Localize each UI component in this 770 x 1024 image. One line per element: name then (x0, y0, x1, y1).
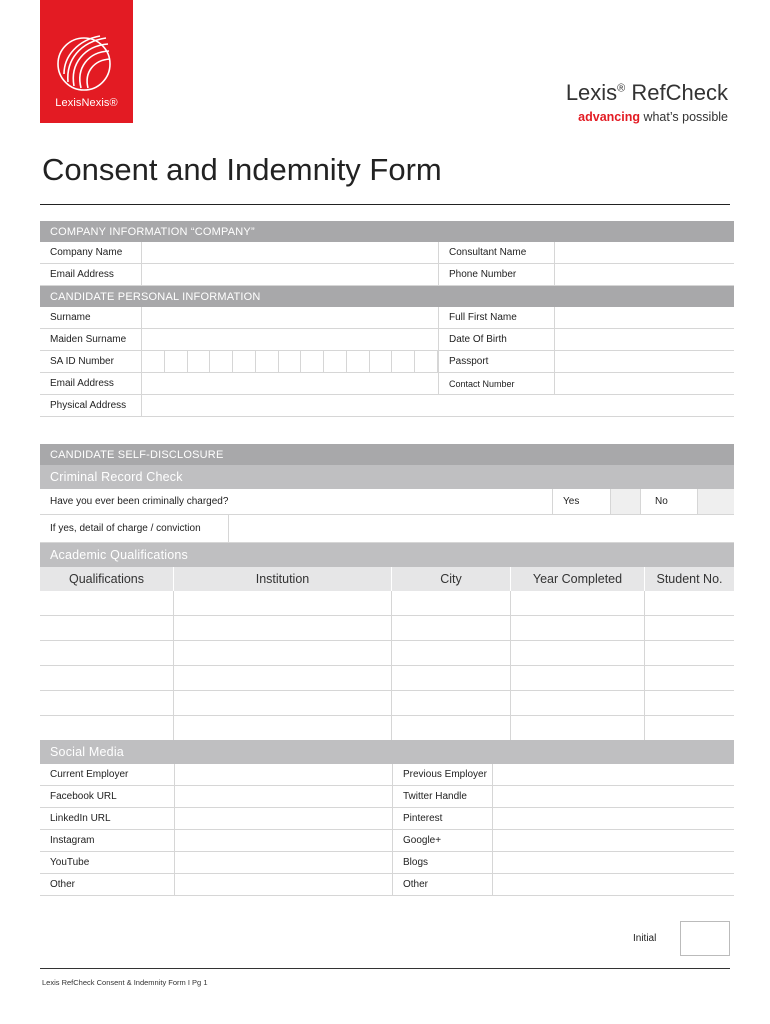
form-row (40, 515, 734, 543)
year-cell[interactable] (511, 666, 645, 690)
institution-cell[interactable] (174, 591, 392, 615)
other-left-label: Other (50, 879, 76, 890)
institution-cell[interactable] (174, 716, 392, 740)
student-no-cell[interactable] (645, 666, 734, 690)
previous-employer-label: Previous Employer (392, 764, 492, 785)
phone-number-field[interactable] (554, 264, 734, 285)
charge-detail-field[interactable] (228, 515, 734, 542)
lexis-refcheck-brand (566, 80, 728, 124)
first-name-label: Full First Name (438, 307, 554, 328)
twitter-handle-label: Twitter Handle (392, 786, 492, 807)
current-employer-label: Current Employer (50, 769, 129, 780)
student-no-cell[interactable] (645, 616, 734, 640)
other-left-field[interactable] (174, 874, 392, 895)
form-row (40, 808, 734, 830)
company-name-label: Company Name (50, 247, 123, 258)
city-cell[interactable] (392, 716, 511, 740)
date-of-birth-field[interactable] (554, 329, 734, 350)
facebook-url-label: Facebook URL (50, 791, 117, 802)
city-cell[interactable] (392, 616, 511, 640)
criminal-check-header: Criminal Record Check (40, 465, 734, 489)
student-no-cell[interactable] (645, 591, 734, 615)
previous-employer-field[interactable] (492, 764, 734, 785)
table-row (40, 616, 734, 641)
year-cell[interactable] (511, 641, 645, 665)
table-row (40, 591, 734, 616)
consultant-name-label: Consultant Name (438, 242, 554, 263)
id-digit-box[interactable] (279, 351, 302, 372)
form-row (40, 874, 734, 896)
physical-address-field[interactable] (141, 395, 734, 416)
brand-name: Lexis® RefCheck (565, 80, 728, 105)
institution-cell[interactable] (174, 616, 392, 640)
initial-field[interactable] (680, 921, 730, 956)
institution-cell[interactable] (174, 641, 392, 665)
passport-label: Passport (438, 351, 554, 372)
lexisnexis-logo (40, 0, 133, 123)
date-of-birth-label: Date Of Birth (438, 329, 554, 350)
academic-header: Academic Qualifications (40, 543, 734, 567)
table-row (40, 666, 734, 691)
id-digit-box[interactable] (210, 351, 233, 372)
city-cell[interactable] (392, 691, 511, 715)
qualification-cell[interactable] (40, 716, 174, 740)
id-digit-box[interactable] (415, 351, 438, 372)
qualification-cell[interactable] (40, 641, 174, 665)
id-digit-box[interactable] (392, 351, 415, 372)
initial-label: Initial (633, 933, 657, 944)
contact-number-field[interactable] (554, 373, 734, 394)
no-checkbox[interactable] (697, 489, 734, 514)
company-name-field[interactable] (141, 242, 438, 263)
col-student-no: Student No. (656, 572, 723, 586)
student-no-cell[interactable] (645, 691, 734, 715)
form-row (40, 489, 734, 515)
disclosure-section-header: CANDIDATE SELF-DISCLOSURE (40, 444, 734, 465)
current-employer-field[interactable] (174, 764, 392, 785)
other-right-label: Other (392, 874, 492, 895)
form-row (40, 852, 734, 874)
instagram-field[interactable] (174, 830, 392, 851)
criminal-question: Have you ever been criminally charged? (50, 496, 229, 507)
surname-field[interactable] (141, 307, 438, 328)
institution-cell[interactable] (174, 666, 392, 690)
maiden-surname-label: Maiden Surname (50, 334, 127, 345)
qualification-cell[interactable] (40, 616, 174, 640)
form-row (40, 764, 734, 786)
form-row (40, 351, 734, 373)
city-cell[interactable] (392, 666, 511, 690)
title-divider (40, 204, 730, 205)
consent-form (40, 221, 734, 896)
knowledge-burst-icon (54, 30, 118, 94)
facebook-url-field[interactable] (174, 786, 392, 807)
year-cell[interactable] (511, 691, 645, 715)
id-digit-box[interactable] (301, 351, 324, 372)
first-name-field[interactable] (554, 307, 734, 328)
form-row (40, 786, 734, 808)
id-digit-box[interactable] (188, 351, 211, 372)
linkedin-url-label: LinkedIn URL (50, 813, 111, 824)
city-cell[interactable] (392, 641, 511, 665)
other-right-field[interactable] (492, 874, 734, 895)
sa-id-field[interactable] (141, 351, 438, 372)
form-row (40, 329, 734, 351)
candidate-email-field[interactable] (141, 373, 438, 394)
charge-detail-label: If yes, detail of charge / conviction (50, 523, 201, 534)
youtube-field[interactable] (174, 852, 392, 873)
form-row (40, 395, 734, 417)
company-section-header: COMPANY INFORMATION “COMPANY” (40, 221, 734, 242)
col-city: City (392, 567, 511, 591)
col-qualifications: Qualifications (40, 567, 174, 591)
physical-address-label: Physical Address (50, 400, 127, 411)
sa-id-label: SA ID Number (50, 356, 114, 367)
no-label: No (640, 489, 697, 514)
qualification-cell[interactable] (40, 666, 174, 690)
id-digit-box[interactable] (256, 351, 279, 372)
form-row (40, 242, 734, 264)
year-cell[interactable] (511, 716, 645, 740)
student-no-cell[interactable] (645, 641, 734, 665)
youtube-label: YouTube (50, 857, 90, 868)
passport-field[interactable] (554, 351, 734, 372)
pinterest-field[interactable] (492, 808, 734, 829)
form-row (40, 830, 734, 852)
id-digit-box[interactable] (142, 351, 165, 372)
footer-divider (40, 968, 730, 969)
col-year-completed: Year Completed (511, 567, 645, 591)
consultant-name-field[interactable] (554, 242, 734, 263)
instagram-label: Instagram (50, 835, 95, 846)
qualification-cell[interactable] (40, 591, 174, 615)
table-row (40, 691, 734, 716)
yes-checkbox[interactable] (610, 489, 640, 514)
social-media-header: Social Media (40, 740, 734, 764)
maiden-surname-field[interactable] (141, 329, 438, 350)
twitter-handle-field[interactable] (492, 786, 734, 807)
surname-label: Surname (50, 312, 91, 323)
id-digit-box[interactable] (347, 351, 370, 372)
col-institution: Institution (174, 567, 392, 591)
student-no-cell[interactable] (645, 716, 734, 740)
brand-tagline: advancing what’s possible (578, 110, 728, 124)
page-footer: Lexis RefCheck Consent & Indemnity Form I Pg 1 (42, 978, 208, 987)
page-title: Consent and Indemnity Form (42, 152, 442, 187)
id-digit-box[interactable] (370, 351, 393, 372)
phone-number-label: Phone Number (438, 264, 554, 285)
form-row (40, 373, 734, 395)
form-row (40, 307, 734, 329)
linkedin-url-field[interactable] (174, 808, 392, 829)
company-email-field[interactable] (141, 264, 438, 285)
year-cell[interactable] (511, 591, 645, 615)
table-row (40, 716, 734, 740)
google-plus-field[interactable] (492, 830, 734, 851)
company-email-label: Email Address (50, 269, 114, 280)
city-cell[interactable] (392, 591, 511, 615)
id-digit-box[interactable] (165, 351, 188, 372)
pinterest-label: Pinterest (392, 808, 492, 829)
google-plus-label: Google+ (392, 830, 492, 851)
table-row (40, 641, 734, 666)
academic-table-header (40, 567, 734, 591)
candidate-section-header: CANDIDATE PERSONAL INFORMATION (40, 286, 734, 307)
id-digit-box[interactable] (233, 351, 256, 372)
contact-number-label: Contact Number (438, 373, 554, 394)
yes-label: Yes (552, 489, 610, 514)
qualification-cell[interactable] (40, 691, 174, 715)
id-digit-box[interactable] (324, 351, 347, 372)
logo-wordmark: LexisNexis® (55, 97, 118, 109)
institution-cell[interactable] (174, 691, 392, 715)
candidate-email-label: Email Address (50, 378, 114, 389)
form-row (40, 264, 734, 286)
year-cell[interactable] (511, 616, 645, 640)
blogs-label: Blogs (392, 852, 492, 873)
blogs-field[interactable] (492, 852, 734, 873)
